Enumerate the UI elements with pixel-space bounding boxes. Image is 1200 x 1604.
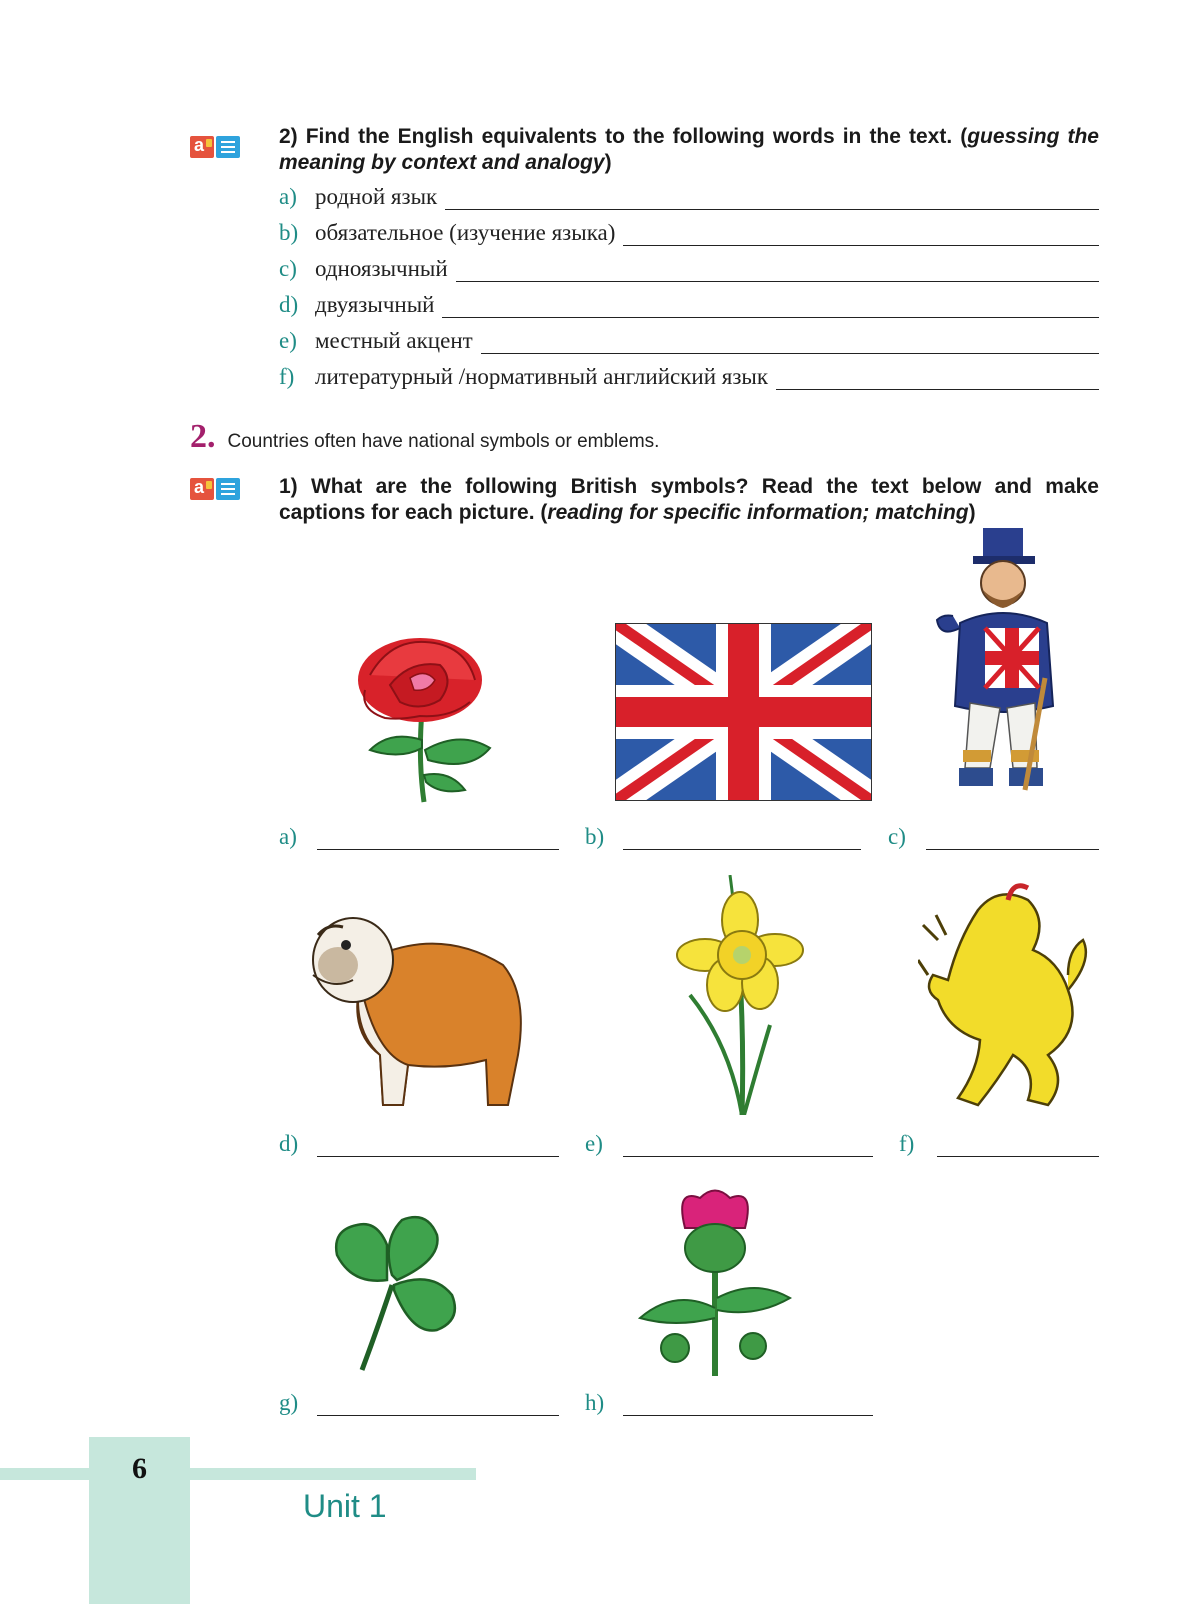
caption-letter: h): [585, 1390, 605, 1415]
unit-label: Unit 1: [303, 1488, 387, 1524]
caption-row: [585, 1386, 873, 1416]
vocab-item: [279, 360, 1099, 390]
thistle-picture: [635, 1188, 795, 1376]
vocab-item: [279, 252, 1099, 282]
caption-letter: a): [279, 824, 297, 849]
caption-row: [279, 1127, 559, 1157]
shamrock-picture: [322, 1210, 467, 1375]
daffodil-picture: [670, 875, 810, 1115]
item-word: одноязычный: [315, 256, 448, 281]
exercise-text: Countries often have national symbols or emblems.: [227, 431, 660, 452]
vocab-item: [279, 216, 1099, 246]
caption-row: [279, 820, 559, 850]
lion-rampant-picture: [918, 880, 1088, 1112]
item-word: литературный /нормативный английский язык: [315, 364, 769, 389]
answer-line[interactable]: [445, 189, 1099, 210]
footer-band: [0, 1468, 476, 1480]
caption-letter: e): [585, 1131, 603, 1156]
john-bull-picture: [935, 528, 1075, 806]
rose-picture: [330, 630, 510, 805]
caption-answer-line[interactable]: [317, 1140, 559, 1157]
caption-letter: c): [888, 824, 906, 849]
caption-answer-line[interactable]: [937, 1140, 1099, 1157]
task-type-icon: a: [190, 136, 242, 158]
caption-answer-line[interactable]: [926, 833, 1099, 850]
answer-line[interactable]: [442, 297, 1099, 318]
item-word: родной язык: [315, 184, 438, 209]
item-word: местный акцент: [315, 328, 473, 353]
bulldog-picture: [308, 905, 536, 1115]
vocab-item: [279, 180, 1099, 210]
caption-row: [585, 820, 861, 850]
caption-answer-line[interactable]: [317, 833, 559, 850]
caption-letter: b): [585, 824, 605, 849]
caption-answer-line[interactable]: [317, 1399, 559, 1416]
vocab-item: [279, 324, 1099, 354]
task-2-instruction: 2) Find the English equivalents to the following words in the text. (guessing the meaning by context and analogy): [279, 125, 1099, 174]
task-type-icon: a: [190, 478, 242, 500]
item-letter: a): [279, 184, 297, 209]
caption-row: [585, 1127, 873, 1157]
vocab-item: [279, 288, 1099, 318]
caption-row: [279, 1386, 559, 1416]
task-1-instruction: 1) What are the following British symbols? Read the text below and make captions for each picture. (reading for specific information; matching): [279, 475, 1099, 524]
answer-line[interactable]: [623, 225, 1099, 246]
answer-line[interactable]: [456, 261, 1099, 282]
caption-row: [888, 820, 1099, 850]
exercise-2-header: [190, 418, 659, 456]
item-letter: f): [279, 364, 295, 389]
page-number: 6: [132, 1452, 147, 1485]
exercise-number: 2.: [190, 418, 216, 455]
answer-line[interactable]: [481, 333, 1099, 354]
caption-letter: g): [279, 1390, 299, 1415]
item-word: двуязычный: [315, 292, 435, 317]
caption-letter: f): [899, 1131, 915, 1156]
item-letter: c): [279, 256, 297, 281]
caption-letter: d): [279, 1131, 299, 1156]
item-letter: d): [279, 292, 299, 317]
item-letter: e): [279, 328, 297, 353]
union-jack-picture: [615, 623, 872, 801]
item-letter: b): [279, 220, 299, 245]
answer-line[interactable]: [776, 369, 1099, 390]
caption-answer-line[interactable]: [623, 833, 861, 850]
caption-row: [899, 1127, 1099, 1157]
item-word: обязательное (изучение языка): [315, 220, 616, 245]
caption-answer-line[interactable]: [623, 1140, 873, 1157]
caption-answer-line[interactable]: [623, 1399, 873, 1416]
